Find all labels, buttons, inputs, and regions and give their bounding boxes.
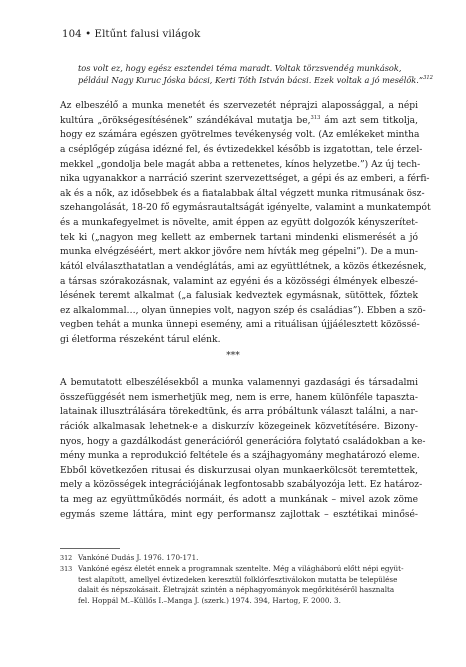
section-separator: *** bbox=[226, 351, 240, 361]
text-line: a társas szórakozásnak, valamint az egyéni és a közösségi élmények elbeszé- bbox=[60, 276, 418, 287]
footnote-312 bbox=[60, 553, 420, 564]
footnote-divider bbox=[60, 548, 120, 549]
text-line: egymás szeme láttára, mint egy performansz zajlottak – esztétikai minősé- bbox=[60, 509, 418, 520]
footnotes bbox=[60, 553, 420, 607]
paragraph-2 bbox=[60, 376, 426, 522]
footnote-line: dalait és népszokásait. Életrajzát szintén a néphagyományok megőrkitéséről hasznalta bbox=[78, 585, 395, 595]
text-line: összefüggését nem ismerhetjük meg, nem is erre, hanem különféle tapaszta- bbox=[60, 392, 418, 403]
text-line: Az elbeszélő a munka menetét és szervezetét néprajzi alapossággal, a népi bbox=[60, 101, 418, 111]
text-line: mekkel „gondolja bele magát abba a rettenetes, kínos helyzetbe.”) Az új tech- bbox=[60, 159, 421, 170]
text-line: kától elválaszthatatlan a vendéglátás, ami az együttlétnek, a közös étkezésnek, bbox=[60, 261, 427, 272]
quote-line-text: például Nagy Kuruc Jóska bácsi, Kerti Tóth István bácsi. Ezek voltak a jó mesélők.” bbox=[78, 75, 424, 86]
footnote-313 bbox=[60, 564, 420, 607]
text-fragment: ám azt sem titkolja, bbox=[320, 115, 418, 126]
footnote-line: Vankóné egész életét ennek a programnak szentelte. Még a világháború előtt népi együt- bbox=[78, 563, 404, 573]
text-line: rációk alkalmasak lehetnek-e a diskurzív közegeinek közvetítésére. Bizony- bbox=[60, 421, 418, 432]
text-line: latainak illusztrálására törekedtünk, és arra próbáltunk választ találni, a nar- bbox=[60, 407, 418, 418]
text-line: munka elvégzéséért, mert akkor jövőre nem hívták meg gépelni”). De a mun- bbox=[60, 247, 418, 258]
text-line: mely a közösségek integrációjának legfontosabb szabályozója lett. Ez határoz- bbox=[60, 480, 423, 491]
text-line bbox=[60, 114, 418, 129]
text-fragment: kultúra „örökségesítésének” szándékával mutatja be, bbox=[60, 115, 311, 126]
footnote-line: Vankóné Dudás J. 1976. 170-171. bbox=[78, 553, 199, 562]
text-line: ez alkalommal…, olyan ünnepies volt, nagyon szép és családias”). Ebben a szö- bbox=[60, 305, 426, 316]
text-line: és a munkafegyelmet is növelte, amit éppen az együtt dolgozók kényszerítet- bbox=[60, 218, 418, 228]
quote-line bbox=[78, 74, 433, 86]
text-line: Ebből következően ritusai és diskurzusai olyan munkaerkölcsöt teremtettek, bbox=[60, 465, 418, 476]
footnote-number: 313 bbox=[60, 564, 73, 573]
block-quote bbox=[78, 62, 433, 86]
text-line: a cséplőgép zúgása idézné fel, és évtizedekkel később is izgatottan, tele érzel- bbox=[60, 144, 423, 155]
text-line: ta meg az együttműködés normáit, és adott a munkának – mivel azok zöme bbox=[60, 495, 418, 505]
quote-line: tos volt ez, hogy egész esztendei téma maradt. Voltak törzsvendég munkások, bbox=[78, 63, 402, 73]
text-line: mény munka a reprodukció feltétele és a szájhagyomány meghatározó eleme. bbox=[60, 451, 420, 462]
running-header: 104 • Eltűnt falusi világok bbox=[62, 29, 201, 40]
text-line: vegben tehát a munka ünnepi esemény, ami a rituálisan újjáélesztett közössé- bbox=[60, 320, 420, 331]
text-line: nika ugyanakkor a narráció szerint szervezettséget, a gépi és az emberi, a férfi- bbox=[60, 174, 430, 185]
footnote-ref-312[interactable]: 312 bbox=[423, 75, 433, 82]
text-line: ak és a nők, az idősebbek és a fiatalabbak által végzett munka ritmusának ösz- bbox=[60, 188, 425, 199]
text-line: tek ki („nagyon meg kellett az embernek tartani mindenki elismerését a jó bbox=[60, 232, 418, 243]
text-line: nyos, hogy a gazdálkodást generációról generációra folytató családokban a ke- bbox=[60, 436, 426, 447]
footnote-ref-313[interactable]: 313 bbox=[310, 114, 321, 121]
text-line: szehangolását, 18-20 fő egymásrautaltságát igényelte, valamint a munkatempót bbox=[60, 203, 431, 214]
text-line: hogy ez számára egészen gyötrelmes tevékenység volt. (Az emlékeket mintha bbox=[60, 130, 420, 141]
paragraph-1 bbox=[60, 99, 431, 348]
footnote-line: fel. Hoppál M.–Küllős I.–Manga J. (szerk.) 1974. 394, Hartog, F. 2000. 3. bbox=[78, 596, 341, 606]
footnote-number: 312 bbox=[60, 554, 73, 562]
footnote-line: test alapított, amellyel évtizedeken keresztül folklórfesztiválokon mutatta be települése bbox=[78, 574, 398, 584]
text-line: gi életforma részeként tárul elénk. bbox=[60, 335, 221, 345]
text-line: A bemutatott elbeszélésekből a munka valamennyi gazdasági és társadalmi bbox=[60, 378, 418, 388]
text-line: lésének teremt alkalmat („a falusiak kedveztek egymásnak, sütöttek, főztek bbox=[60, 291, 418, 302]
